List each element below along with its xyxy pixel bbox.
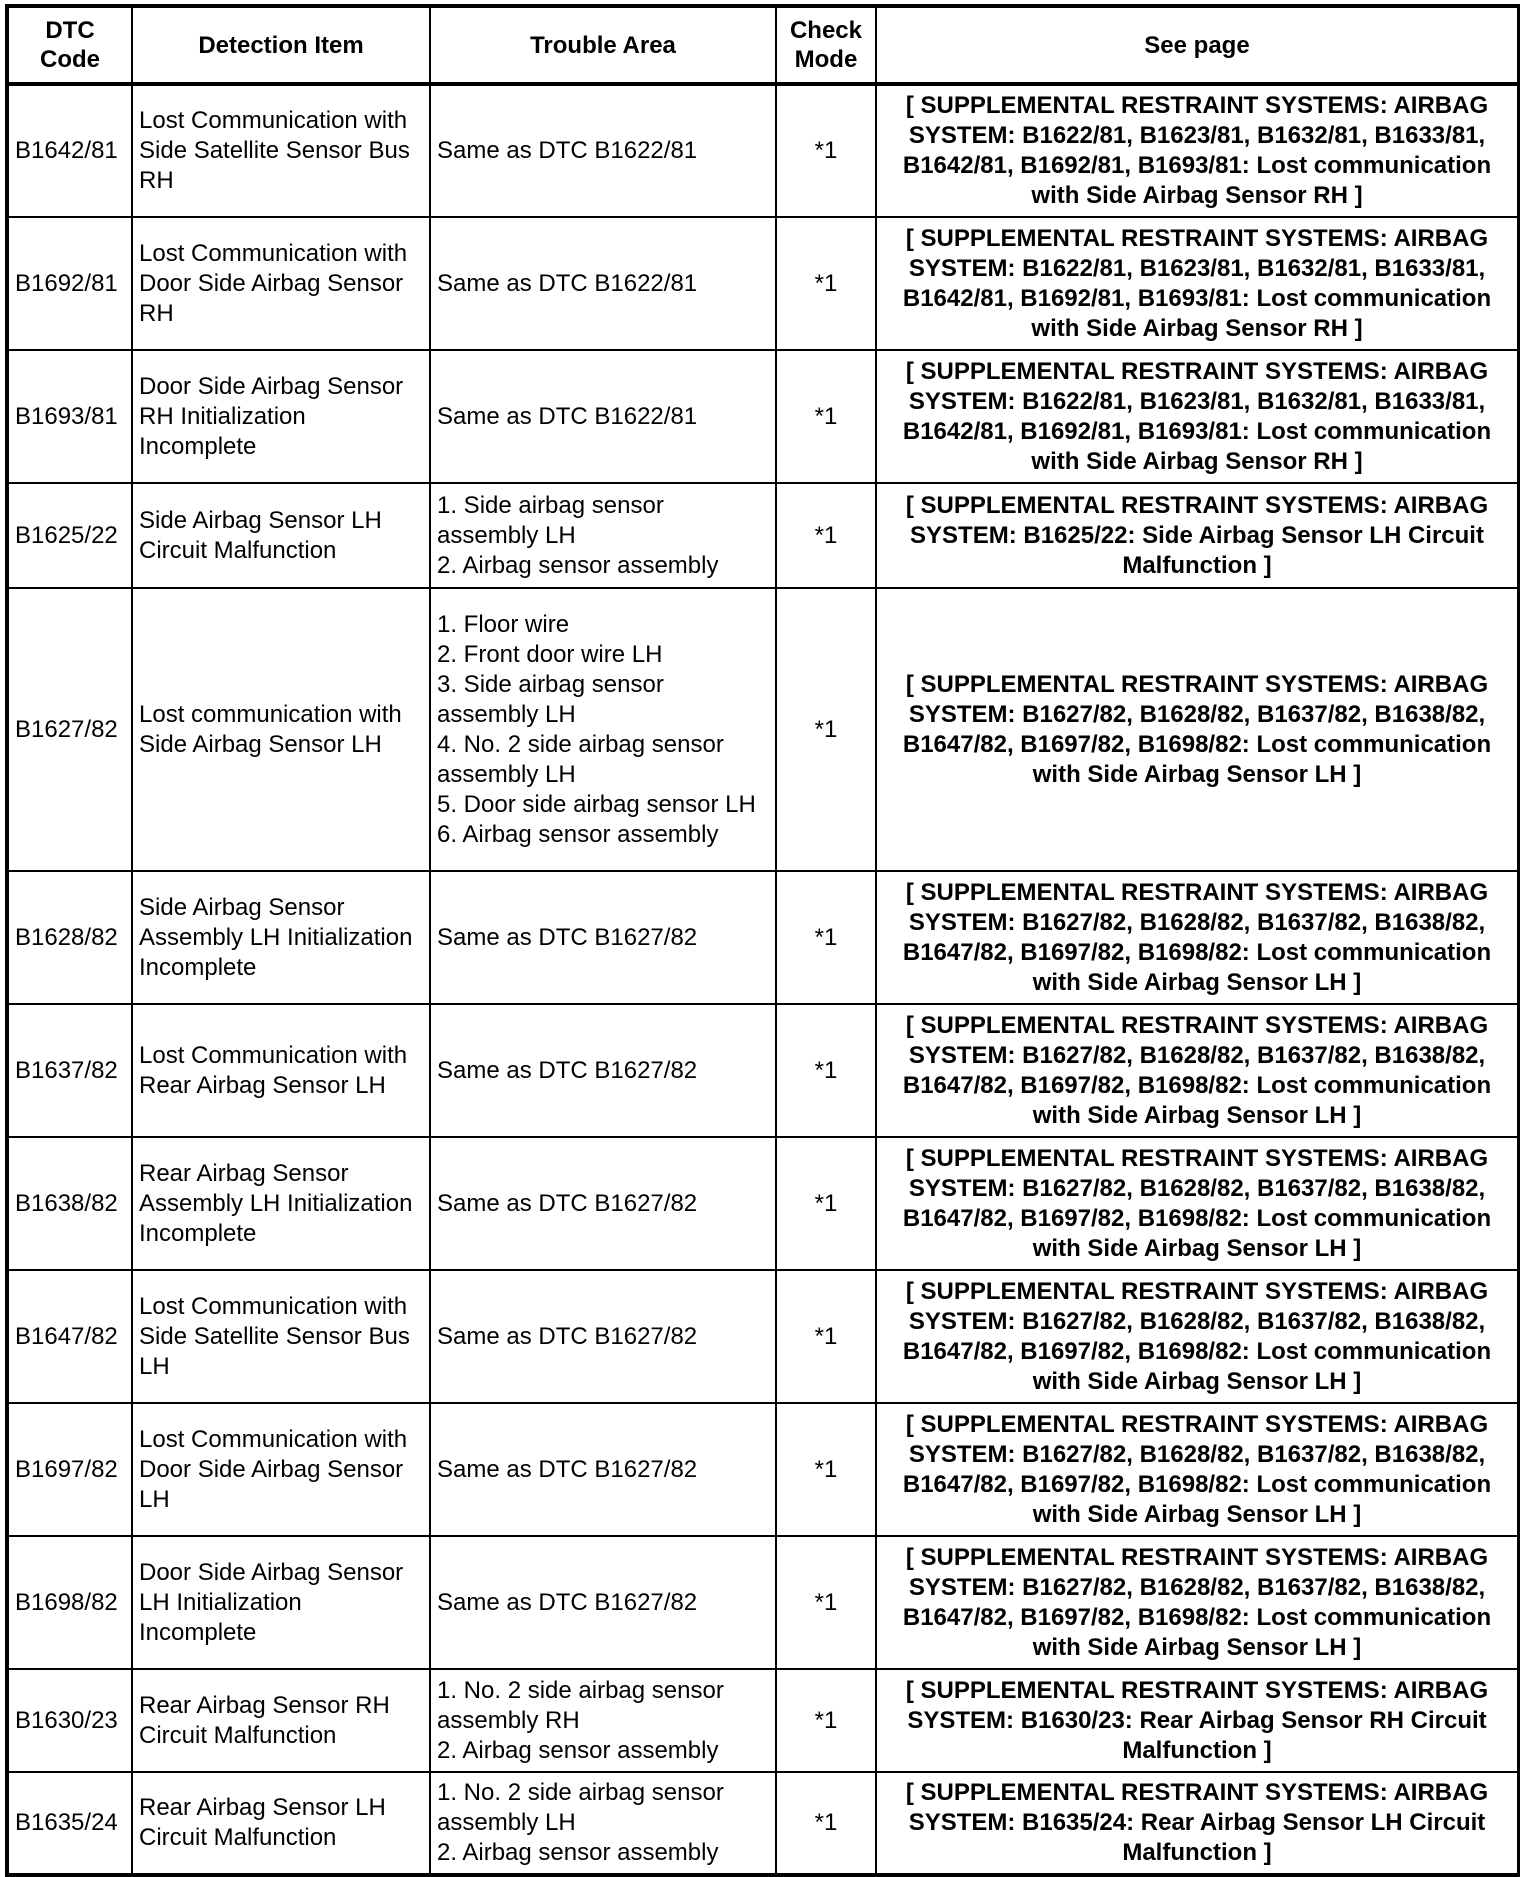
header-see-page: See page [876, 6, 1519, 84]
trouble-area-line: Same as DTC B1622/81 [437, 137, 698, 164]
detection-item-cell: Door Side Airbag Sensor LH Initialization Incomplete [132, 1536, 430, 1669]
check-mode-cell: *1 [776, 1772, 876, 1875]
dtc-code-cell: B1698/82 [7, 1536, 132, 1669]
table-row [7, 217, 1519, 350]
detection-item-cell: Rear Airbag Sensor LH Circuit Malfunction [132, 1772, 430, 1875]
dtc-code-cell: B1628/82 [7, 871, 132, 1004]
trouble-area-cell [430, 1403, 776, 1536]
dtc-code-cell: B1693/81 [7, 350, 132, 483]
detection-item-cell: Lost Communication with Door Side Airbag Sensor LH [132, 1403, 430, 1536]
dtc-code-cell: B1697/82 [7, 1403, 132, 1536]
trouble-area-line: Same as DTC B1627/82 [437, 923, 698, 951]
trouble-area-line: Same as DTC B1622/81 [437, 402, 698, 430]
detection-item-cell: Lost Communication with Side Satellite Sensor Bus RH [132, 84, 430, 217]
trouble-area-line: Same as DTC B1627/82 [437, 1588, 698, 1616]
trouble-area-line: 2. Airbag sensor assembly [437, 551, 719, 579]
trouble-area-line: 2. Airbag sensor assembly [437, 1736, 719, 1764]
table-row [7, 588, 1519, 871]
trouble-area-cell [430, 350, 776, 483]
dtc-code-cell: B1635/24 [7, 1772, 132, 1875]
trouble-area-cell [430, 1004, 776, 1137]
detection-item-cell: Side Airbag Sensor LH Circuit Malfunction [132, 483, 430, 588]
dtc-table-page [0, 4, 1520, 1877]
table-row [7, 84, 1519, 217]
header-detection-item: Detection Item [132, 6, 430, 84]
detection-item-cell: Rear Airbag Sensor Assembly LH Initialization Incomplete [132, 1137, 430, 1270]
trouble-area-cell [430, 1536, 776, 1669]
check-mode-cell: *1 [776, 1270, 876, 1403]
table-row [7, 1004, 1519, 1137]
see-page-link[interactable]: [ SUPPLEMENTAL RESTRAINT SYSTEMS: AIRBAG SYSTEM: B1627/82, B1628/82, B1637/82, B1638/82, B1647/82, B1697/82, B1698/82: Lost communication with Side Airbag Sensor LH ] [876, 1004, 1519, 1137]
dtc-code-cell: B1630/23 [7, 1669, 132, 1772]
table-row [7, 1137, 1519, 1270]
check-mode-cell: *1 [776, 1004, 876, 1137]
table-row [7, 1536, 1519, 1669]
dtc-code-cell: B1638/82 [7, 1137, 132, 1270]
dtc-table [5, 4, 1520, 1877]
table-row [7, 483, 1519, 588]
see-page-link[interactable]: [ SUPPLEMENTAL RESTRAINT SYSTEMS: AIRBAG SYSTEM: B1627/82, B1628/82, B1637/82, B1638/82, B1647/82, B1697/82, B1698/82: Lost communication with Side Airbag Sensor LH ] [876, 1270, 1519, 1403]
detection-item-cell: Lost Communication with Side Satellite Sensor Bus LH [132, 1270, 430, 1403]
trouble-area-line: 3. Side airbag sensor assembly LH [437, 670, 664, 728]
detection-item-cell: Side Airbag Sensor Assembly LH Initialization Incomplete [132, 871, 430, 1004]
trouble-area-line: Same as DTC B1622/81 [437, 269, 698, 297]
see-page-link[interactable]: [ SUPPLEMENTAL RESTRAINT SYSTEMS: AIRBAG SYSTEM: B1630/23: Rear Airbag Sensor RH Circuit Malfunction ] [876, 1669, 1519, 1772]
trouble-area-line: 1. Floor wire [437, 610, 570, 638]
detection-item-cell: Lost Communication with Door Side Airbag Sensor RH [132, 217, 430, 350]
detection-item-cell: Lost Communication with Rear Airbag Sensor LH [132, 1004, 430, 1137]
table-row [7, 871, 1519, 1004]
trouble-area-cell [430, 871, 776, 1004]
trouble-area-cell [430, 588, 776, 871]
see-page-link[interactable]: [ SUPPLEMENTAL RESTRAINT SYSTEMS: AIRBAG SYSTEM: B1627/82, B1628/82, B1637/82, B1638/82, B1647/82, B1697/82, B1698/82: Lost communication with Side Airbag Sensor LH ] [876, 1403, 1519, 1536]
see-page-link[interactable]: [ SUPPLEMENTAL RESTRAINT SYSTEMS: AIRBAG SYSTEM: B1627/82, B1628/82, B1637/82, B1638/82, B1647/82, B1697/82, B1698/82: Lost communication with Side Airbag Sensor LH ] [876, 871, 1519, 1004]
check-mode-cell: *1 [776, 84, 876, 217]
table-row [7, 1270, 1519, 1403]
dtc-code-cell: B1627/82 [7, 588, 132, 871]
check-mode-cell: *1 [776, 871, 876, 1004]
trouble-area-line: Same as DTC B1627/82 [437, 1056, 698, 1084]
trouble-area-line: 1. Side airbag sensor assembly LH [437, 491, 664, 549]
see-page-link[interactable]: [ SUPPLEMENTAL RESTRAINT SYSTEMS: AIRBAG SYSTEM: B1622/81, B1623/81, B1632/81, B1633/81, B1642/81, B1692/81, B1693/81: Lost communication with Side Airbag Sensor RH ] [876, 84, 1519, 217]
dtc-code-cell: B1692/81 [7, 217, 132, 350]
check-mode-cell: *1 [776, 483, 876, 588]
see-page-link[interactable]: [ SUPPLEMENTAL RESTRAINT SYSTEMS: AIRBAG SYSTEM: B1627/82, B1628/82, B1637/82, B1638/82, B1647/82, B1697/82, B1698/82: Lost communication with Side Airbag Sensor LH ] [876, 588, 1519, 871]
table-header-row [7, 6, 1519, 84]
detection-item-cell: Lost communication with Side Airbag Sensor LH [132, 588, 430, 871]
trouble-area-cell [430, 1772, 776, 1875]
see-page-link[interactable]: [ SUPPLEMENTAL RESTRAINT SYSTEMS: AIRBAG SYSTEM: B1627/82, B1628/82, B1637/82, B1638/82, B1647/82, B1697/82, B1698/82: Lost communication with Side Airbag Sensor LH ] [876, 1137, 1519, 1270]
check-mode-cell: *1 [776, 350, 876, 483]
see-page-link[interactable]: [ SUPPLEMENTAL RESTRAINT SYSTEMS: AIRBAG SYSTEM: B1622/81, B1623/81, B1632/81, B1633/81, B1642/81, B1692/81, B1693/81: Lost communication with Side Airbag Sensor RH ] [876, 350, 1519, 483]
detection-item-cell: Door Side Airbag Sensor RH Initialization Incomplete [132, 350, 430, 483]
trouble-area-cell [430, 217, 776, 350]
table-row [7, 1403, 1519, 1536]
check-mode-cell: *1 [776, 1536, 876, 1669]
table-row [7, 1669, 1519, 1772]
trouble-area-line: 5. Door side airbag sensor LH [437, 790, 756, 818]
dtc-code-cell: B1637/82 [7, 1004, 132, 1137]
header-dtc-code: DTC Code [7, 6, 132, 84]
see-page-link[interactable]: [ SUPPLEMENTAL RESTRAINT SYSTEMS: AIRBAG SYSTEM: B1622/81, B1623/81, B1632/81, B1633/81, B1642/81, B1692/81, B1693/81: Lost communication with Side Airbag Sensor RH ] [876, 217, 1519, 350]
check-mode-cell: *1 [776, 588, 876, 871]
trouble-area-cell [430, 1669, 776, 1772]
trouble-area-cell [430, 1137, 776, 1270]
header-check-mode: Check Mode [776, 6, 876, 84]
table-row [7, 1772, 1519, 1875]
see-page-link[interactable]: [ SUPPLEMENTAL RESTRAINT SYSTEMS: AIRBAG SYSTEM: B1625/22: Side Airbag Sensor LH Circuit Malfunction ] [876, 483, 1519, 588]
trouble-area-line: 1. No. 2 side airbag sensor assembly RH [437, 1676, 724, 1734]
dtc-code-cell: B1625/22 [7, 483, 132, 588]
trouble-area-line: 2. Front door wire LH [437, 640, 663, 668]
see-page-link[interactable]: [ SUPPLEMENTAL RESTRAINT SYSTEMS: AIRBAG SYSTEM: B1635/24: Rear Airbag Sensor LH Circuit Malfunction ] [876, 1772, 1519, 1875]
trouble-area-line: Same as DTC B1627/82 [437, 1322, 698, 1350]
check-mode-cell: *1 [776, 217, 876, 350]
check-mode-cell: *1 [776, 1137, 876, 1270]
trouble-area-cell [430, 483, 776, 588]
table-body [7, 84, 1519, 1875]
check-mode-cell: *1 [776, 1669, 876, 1772]
check-mode-cell: *1 [776, 1403, 876, 1536]
trouble-area-cell [430, 1270, 776, 1403]
trouble-area-line: 6. Airbag sensor assembly [437, 820, 719, 848]
trouble-area-line: 2. Airbag sensor assembly [437, 1839, 719, 1866]
trouble-area-line: Same as DTC B1627/82 [437, 1455, 698, 1483]
header-trouble-area: Trouble Area [430, 6, 776, 84]
trouble-area-cell [430, 84, 776, 217]
table-row [7, 350, 1519, 483]
see-page-link[interactable]: [ SUPPLEMENTAL RESTRAINT SYSTEMS: AIRBAG SYSTEM: B1627/82, B1628/82, B1637/82, B1638/82, B1647/82, B1697/82, B1698/82: Lost communication with Side Airbag Sensor LH ] [876, 1536, 1519, 1669]
dtc-code-cell: B1642/81 [7, 84, 132, 217]
dtc-code-cell: B1647/82 [7, 1270, 132, 1403]
detection-item-cell: Rear Airbag Sensor RH Circuit Malfunction [132, 1669, 430, 1772]
trouble-area-line: 4. No. 2 side airbag sensor assembly LH [437, 730, 724, 788]
trouble-area-line: Same as DTC B1627/82 [437, 1189, 698, 1217]
trouble-area-line: 1. No. 2 side airbag sensor assembly LH [437, 1779, 724, 1836]
